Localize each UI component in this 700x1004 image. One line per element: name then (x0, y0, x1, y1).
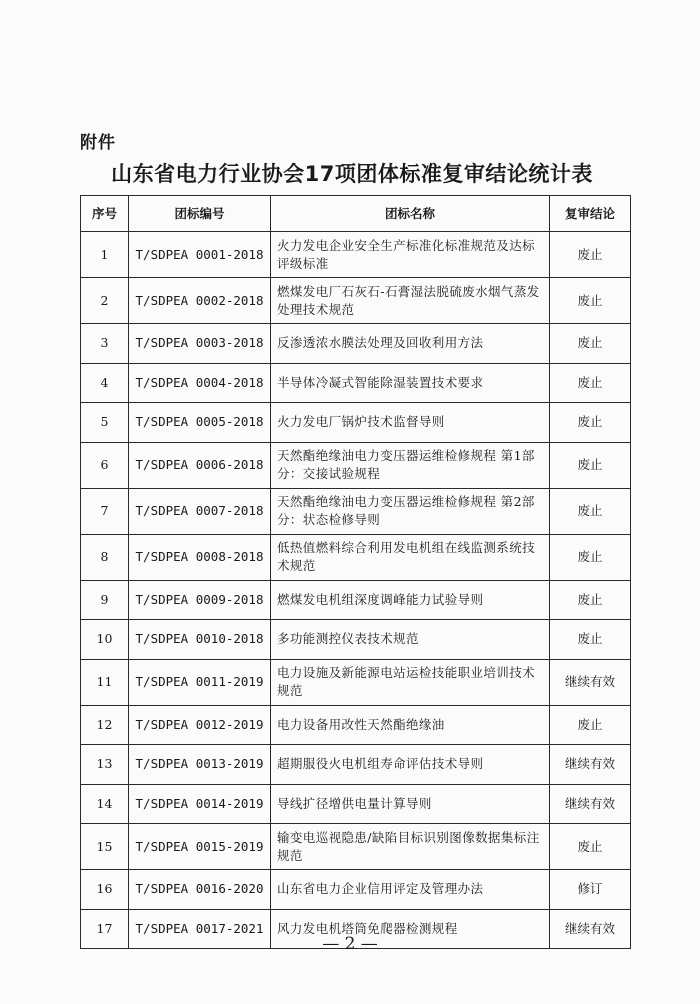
table-row (81, 278, 631, 324)
row-result: 废止 (550, 488, 631, 534)
row-name: 输变电巡视隐患/缺陷目标识别图像数据集标注规范 (271, 824, 550, 870)
row-code: T/SDPEA 0005-2018 (129, 403, 271, 443)
table-row (81, 324, 631, 364)
row-name: 导线扩径增供电量计算导则 (271, 784, 550, 824)
row-result: 废止 (550, 705, 631, 745)
row-code: T/SDPEA 0008-2018 (129, 534, 271, 580)
row-code: T/SDPEA 0010-2018 (129, 620, 271, 660)
row-code: T/SDPEA 0016-2020 (129, 870, 271, 910)
row-code: T/SDPEA 0011-2019 (129, 659, 271, 705)
row-no: 8 (81, 534, 129, 580)
row-result: 废止 (550, 278, 631, 324)
table-header-row (81, 196, 631, 232)
row-result: 废止 (550, 580, 631, 620)
row-name: 山东省电力企业信用评定及管理办法 (271, 870, 550, 910)
table-row (81, 403, 631, 443)
row-name: 天然酯绝缘油电力变压器运维检修规程 第2部分：状态检修导则 (271, 488, 550, 534)
row-result: 废止 (550, 442, 631, 488)
row-code: T/SDPEA 0003-2018 (129, 324, 271, 364)
row-name: 燃煤发电机组深度调峰能力试验导则 (271, 580, 550, 620)
row-name: 电力设施及新能源电站运检技能职业培训技术规范 (271, 659, 550, 705)
row-no: 10 (81, 620, 129, 660)
row-no: 17 (81, 909, 129, 949)
table-row (81, 620, 631, 660)
row-name: 半导体冷凝式智能除湿装置技术要求 (271, 363, 550, 403)
header-result: 复审结论 (550, 196, 631, 232)
row-code: T/SDPEA 0007-2018 (129, 488, 271, 534)
row-name: 低热值燃料综合利用发电机组在线监测系统技术规范 (271, 534, 550, 580)
table-row (81, 705, 631, 745)
row-name: 多功能测控仪表技术规范 (271, 620, 550, 660)
row-result: 废止 (550, 324, 631, 364)
table-row (81, 488, 631, 534)
page-title: 山东省电力行业协会17项团体标准复审结论统计表 (111, 162, 593, 186)
page-number: — 2 — (322, 934, 378, 954)
table-row (81, 784, 631, 824)
row-name: 火力发电厂锅炉技术监督导则 (271, 403, 550, 443)
row-no: 11 (81, 659, 129, 705)
row-result: 废止 (550, 403, 631, 443)
row-no: 1 (81, 232, 129, 278)
row-code: T/SDPEA 0006-2018 (129, 442, 271, 488)
row-name: 风力发电机塔筒免爬器检测规程 (271, 909, 550, 949)
table-row (81, 534, 631, 580)
row-code: T/SDPEA 0015-2019 (129, 824, 271, 870)
header-name: 团标名称 (271, 196, 550, 232)
header-code: 团标编号 (129, 196, 271, 232)
row-code: T/SDPEA 0014-2019 (129, 784, 271, 824)
row-code: T/SDPEA 0009-2018 (129, 580, 271, 620)
standards-table (80, 195, 631, 949)
row-name: 燃煤发电厂石灰石-石膏湿法脱硫废水烟气蒸发处理技术规范 (271, 278, 550, 324)
table-row (81, 232, 631, 278)
row-code: T/SDPEA 0017-2021 (129, 909, 271, 949)
row-no: 7 (81, 488, 129, 534)
table-row (81, 870, 631, 910)
row-result: 废止 (550, 363, 631, 403)
row-no: 4 (81, 363, 129, 403)
row-no: 5 (81, 403, 129, 443)
row-no: 12 (81, 705, 129, 745)
table-row (81, 745, 631, 785)
row-name: 火力发电企业安全生产标准化标准规范及达标评级标准 (271, 232, 550, 278)
row-code: T/SDPEA 0004-2018 (129, 363, 271, 403)
row-result: 继续有效 (550, 784, 631, 824)
row-no: 14 (81, 784, 129, 824)
header-no: 序号 (81, 196, 129, 232)
row-result: 继续有效 (550, 909, 631, 949)
row-no: 16 (81, 870, 129, 910)
row-name: 超期服役火电机组寿命评估技术导则 (271, 745, 550, 785)
row-name: 电力设备用改性天然酯绝缘油 (271, 705, 550, 745)
row-result: 修订 (550, 870, 631, 910)
row-no: 3 (81, 324, 129, 364)
row-code: T/SDPEA 0013-2019 (129, 745, 271, 785)
row-code: T/SDPEA 0001-2018 (129, 232, 271, 278)
row-result: 继续有效 (550, 745, 631, 785)
row-code: T/SDPEA 0002-2018 (129, 278, 271, 324)
row-result: 继续有效 (550, 659, 631, 705)
row-no: 15 (81, 824, 129, 870)
row-no: 2 (81, 278, 129, 324)
table-row (81, 363, 631, 403)
row-result: 废止 (550, 534, 631, 580)
row-result: 废止 (550, 824, 631, 870)
table-row (81, 442, 631, 488)
row-name: 天然酯绝缘油电力变压器运维检修规程 第1部分：交接试验规程 (271, 442, 550, 488)
attachment-label: 附件 (80, 133, 116, 153)
row-code: T/SDPEA 0012-2019 (129, 705, 271, 745)
row-no: 13 (81, 745, 129, 785)
row-result: 废止 (550, 620, 631, 660)
table-row (81, 659, 631, 705)
row-result: 废止 (550, 232, 631, 278)
row-no: 6 (81, 442, 129, 488)
table-row (81, 824, 631, 870)
row-name: 反渗透浓水膜法处理及回收利用方法 (271, 324, 550, 364)
table-row (81, 580, 631, 620)
row-no: 9 (81, 580, 129, 620)
